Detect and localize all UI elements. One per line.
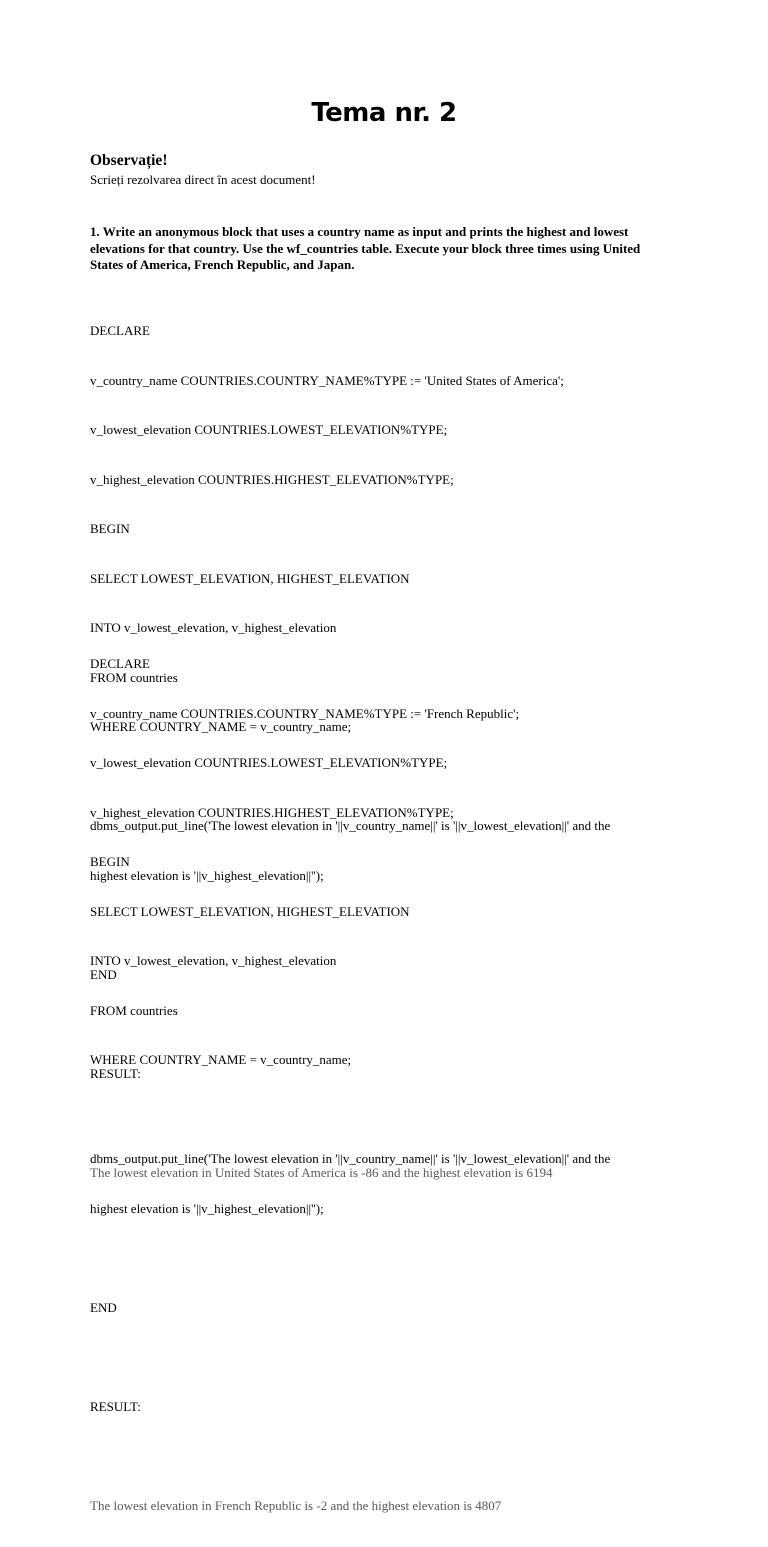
code-var-lowest: v_lowest_elevation COUNTRIES.LOWEST_ELEVATION%TYPE;: [90, 755, 448, 770]
code-select: SELECT LOWEST_ELEVATION, HIGHEST_ELEVATION: [90, 570, 410, 586]
code-var-country: v_country_name COUNTRIES.COUNTRY_NAME%TYPE := 'United States of America';: [90, 372, 564, 388]
page-title: Tema nr. 2: [311, 98, 457, 128]
code-where: WHERE COUNTRY_NAME = v_country_name;: [90, 719, 352, 734]
code-from: FROM countries: [90, 669, 178, 685]
code-var-highest: v_highest_elevation COUNTRIES.HIGHEST_ELEVATION%TYPE;: [90, 471, 454, 487]
code-from: FROM countries: [90, 1002, 178, 1018]
code-var-lowest: v_lowest_elevation COUNTRIES.LOWEST_ELEVATION%TYPE;: [90, 422, 448, 437]
code-var-country: v_country_name COUNTRIES.COUNTRY_NAME%TYPE := 'French Republic';: [90, 705, 520, 721]
result-label: RESULT:: [90, 1065, 141, 1081]
observation-text: Scrieți rezolvarea direct în acest document!: [90, 172, 316, 187]
code-end: END: [90, 966, 117, 982]
code-declare: DECLARE: [90, 656, 150, 671]
code-output-line-2: highest elevation is '||v_highest_elevation||'');: [90, 1200, 324, 1216]
task-description: 1. Write an anonymous block that uses a country name as input and prints the highest and lowest elevations for that country. Use the wf_countries table. Execute your block three times using United States of America, French Republic, and Japan.: [90, 224, 641, 272]
code-declare: DECLARE: [90, 323, 150, 338]
code-var-highest: v_highest_elevation COUNTRIES.HIGHEST_ELEVATION%TYPE;: [90, 804, 454, 820]
blank-line: [90, 1250, 610, 1267]
code-output-line-1: dbms_output.put_line('The lowest elevation in '||v_country_name||' is '||v_lowest_elevation||' and the: [90, 818, 611, 833]
code-begin: BEGIN: [90, 854, 130, 869]
code-into: INTO v_lowest_elevation, v_highest_elevation: [90, 620, 337, 635]
code-output-line-1: dbms_output.put_line('The lowest elevation in '||v_country_name||' is '||v_lowest_elevation||' and the: [90, 1151, 611, 1166]
code-into: INTO v_lowest_elevation, v_highest_elevation: [90, 953, 337, 968]
result-output: The lowest elevation in French Republic is -2 and the highest elevation is 4807: [90, 1497, 502, 1513]
code-output-line-2: highest elevation is '||v_highest_elevation||'');: [90, 867, 324, 883]
blank-line: [90, 1448, 610, 1465]
code-block-2: [90, 623, 610, 1547]
code-end: END: [90, 1299, 117, 1315]
blank-line: [90, 1102, 610, 1119]
observation-heading: Observație!: [90, 152, 168, 169]
code-begin: BEGIN: [90, 521, 130, 536]
code-where: WHERE COUNTRY_NAME = v_country_name;: [90, 1052, 352, 1067]
code-select: SELECT LOWEST_ELEVATION, HIGHEST_ELEVATION: [90, 903, 410, 919]
result-output: The lowest elevation in United States of America is -86 and the highest elevation is 6194: [90, 1164, 553, 1180]
result-label: RESULT:: [90, 1398, 141, 1414]
blank-line: [90, 1349, 610, 1366]
